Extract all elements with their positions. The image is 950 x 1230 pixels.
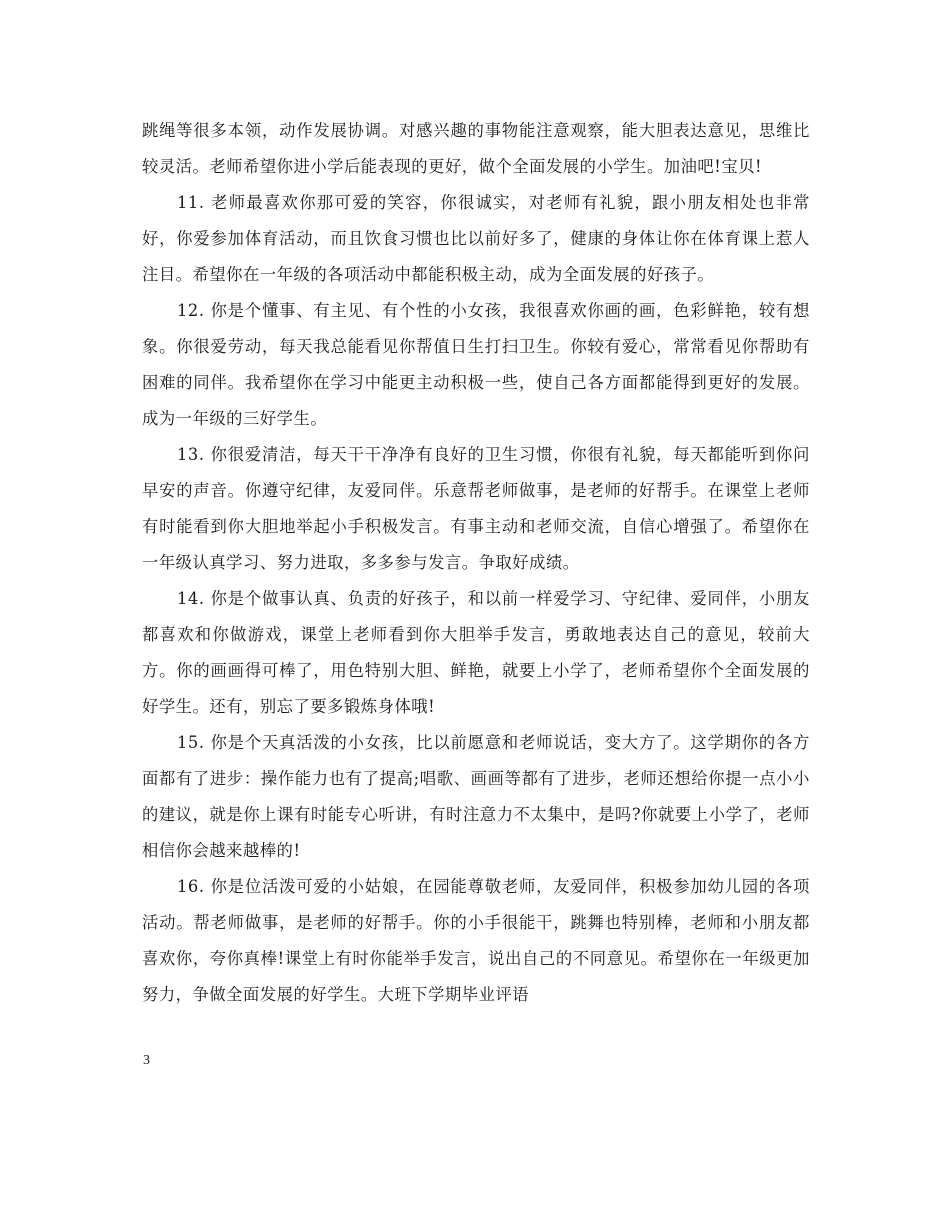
paragraph-item-14: 14. 你是个做事认真、负责的好孩子，和以前一样爱学习、守纪律、爱同伴，小朋友都喜欢和你做游戏，课堂上老师看到你大胆举手发言，勇敢地表达自己的意见，较前大方。你的画画得可棒了，用色特别大胆、鲜艳，就要上小学了，老师希望你个全面发展的好学生。还有，别忘了要多锻炼身体哦! [142, 589, 810, 716]
paragraph-continued: 跳绳等很多本领，动作发展协调。对感兴趣的事物能注意观察，能大胆表达意见，思维比较灵活。老师希望你进小学后能表现的更好，做个全面发展的小学生。加油吧!宝贝! [142, 121, 810, 176]
paragraph-item-13: 13. 你很爱清洁，每天干干净净有良好的卫生习惯，你很有礼貌，每天都能听到你问早安的声音。你遵守纪律，友爱同伴。乐意帮老师做事，是老师的好帮手。在课堂上老师有时能看到你大胆地举起小手积极发言。有事主动和老师交流，自信心增强了。希望你在一年级认真学习、努力进取，多多参与发言。争取好成绩。 [142, 445, 810, 572]
paragraph-item-11: 11. 老师最喜欢你那可爱的笑容，你很诚实，对老师有礼貌，跟小朋友相处也非常好，你爱参加体育活动，而且饮食习惯也比以前好多了，健康的身体让你在体育课上惹人注目。希望你在一年级的各项活动中都能积极主动，成为全面发展的好孩子。 [142, 193, 810, 284]
paragraph-item-12: 12. 你是个懂事、有主见、有个性的小女孩，我很喜欢你画的画，色彩鲜艳，较有想象。你很爱劳动，每天我总能看见你帮值日生打扫卫生。你较有爱心，常常看见你帮助有困难的同伴。我希望你在学习中能更主动积极一些，使自己各方面都能得到更好的发展。成为一年级的三好学生。 [142, 301, 810, 428]
paragraph-item-16: 16. 你是位活泼可爱的小姑娘，在园能尊敬老师，友爱同伴，积极参加幼儿园的各项活动。帮老师做事，是老师的好帮手。你的小手很能干，跳舞也特别棒，老师和小朋友都喜欢你，夸你真棒!课堂上有时你能举手发言，说出自己的不同意见。希望你在一年级更加努力，争做全面发展的好学生。大班下学期毕业评语 [142, 877, 810, 1004]
document-body [142, 113, 810, 1013]
paragraph-item-15: 15. 你是个天真活泼的小女孩，比以前愿意和老师说话，变大方了。这学期你的各方面都有了进步：操作能力也有了提高;唱歌、画画等都有了进步，老师还想给你提一点小小的建议，就是你上课有时能专心听讲，有时注意力不太集中，是吗?你就要上小学了，老师相信你会越来越棒的! [142, 733, 810, 860]
page-number: 3 [143, 1053, 150, 1068]
